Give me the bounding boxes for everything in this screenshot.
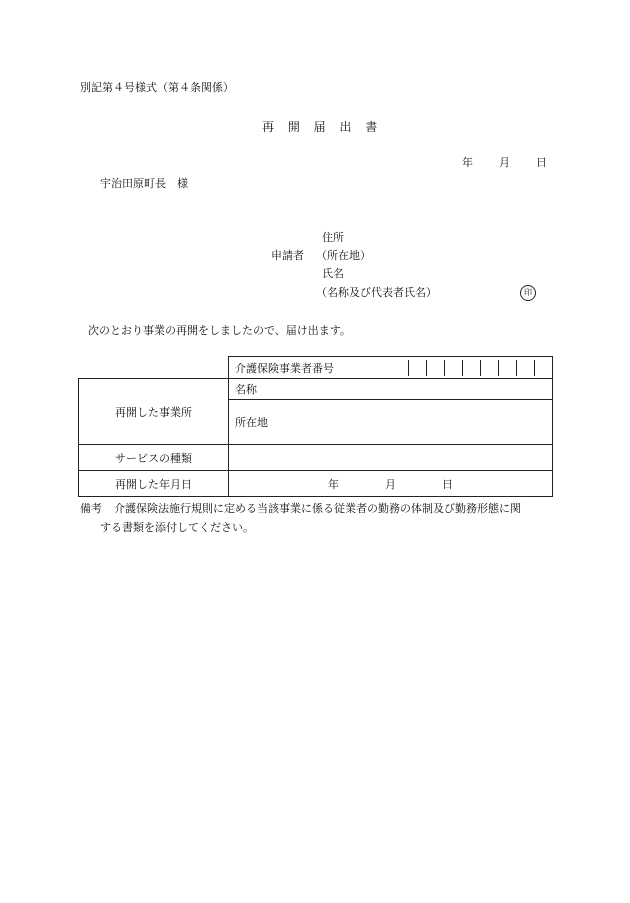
office-name-label: 名称 <box>235 383 257 396</box>
service-type-label: サービスの種類 <box>79 445 229 471</box>
header-date-day: 日 <box>536 156 547 169</box>
empty-corner-cell <box>79 357 229 379</box>
resume-date-label: 再開した年月日 <box>79 471 229 497</box>
remarks-label: 備考 <box>80 502 102 515</box>
resume-date-day: 日 <box>442 477 453 491</box>
form-label: 別記第４号様式（第４条関係） <box>80 81 234 94</box>
provider-number-label: 介護保険事業者番号 <box>229 360 409 376</box>
applicant-representative-label: （名称及び代表者氏名） <box>316 286 437 299</box>
resume-date-year: 年 <box>328 477 339 491</box>
provider-number-box[interactable] <box>499 360 517 376</box>
provider-number-row <box>229 357 553 379</box>
intro-text: 次のとおり事業の再開をしましたので、届け出ます。 <box>88 324 351 337</box>
provider-number-box[interactable] <box>535 360 552 376</box>
office-location-label: 所在地 <box>235 416 268 429</box>
document-title: 再 開 届 出 書 <box>262 120 378 134</box>
office-location-cell[interactable] <box>229 400 553 445</box>
seal-mark: 印 <box>520 285 536 301</box>
provider-number-box[interactable] <box>463 360 481 376</box>
applicant-location-label: （所在地） <box>316 249 371 262</box>
remarks-text-line-2: する書類を添付してください。 <box>100 521 254 534</box>
applicant-name-label: 氏名 <box>322 267 344 280</box>
service-type-cell[interactable] <box>229 445 553 471</box>
addressee: 宇治田原町長 様 <box>100 177 188 190</box>
notification-table <box>78 356 553 497</box>
applicant-address-label: 住所 <box>322 231 344 244</box>
provider-number-box[interactable] <box>409 360 427 376</box>
resume-date-month: 月 <box>385 477 396 491</box>
office-name-cell[interactable] <box>229 379 553 400</box>
provider-number-box[interactable] <box>427 360 445 376</box>
header-date-month: 月 <box>499 156 510 169</box>
resume-date-cell[interactable] <box>229 471 553 497</box>
header-date-year: 年 <box>462 156 473 169</box>
provider-number-box[interactable] <box>481 360 499 376</box>
applicant-label: 申請者 <box>271 249 304 262</box>
provider-number-box[interactable] <box>445 360 463 376</box>
remarks-text-line-1: 介護保険法施行規則に定める当該事業に係る従業者の勤務の体制及び勤務形態に関 <box>114 502 521 515</box>
office-label: 再開した事業所 <box>79 379 229 445</box>
provider-number-box[interactable] <box>517 360 535 376</box>
